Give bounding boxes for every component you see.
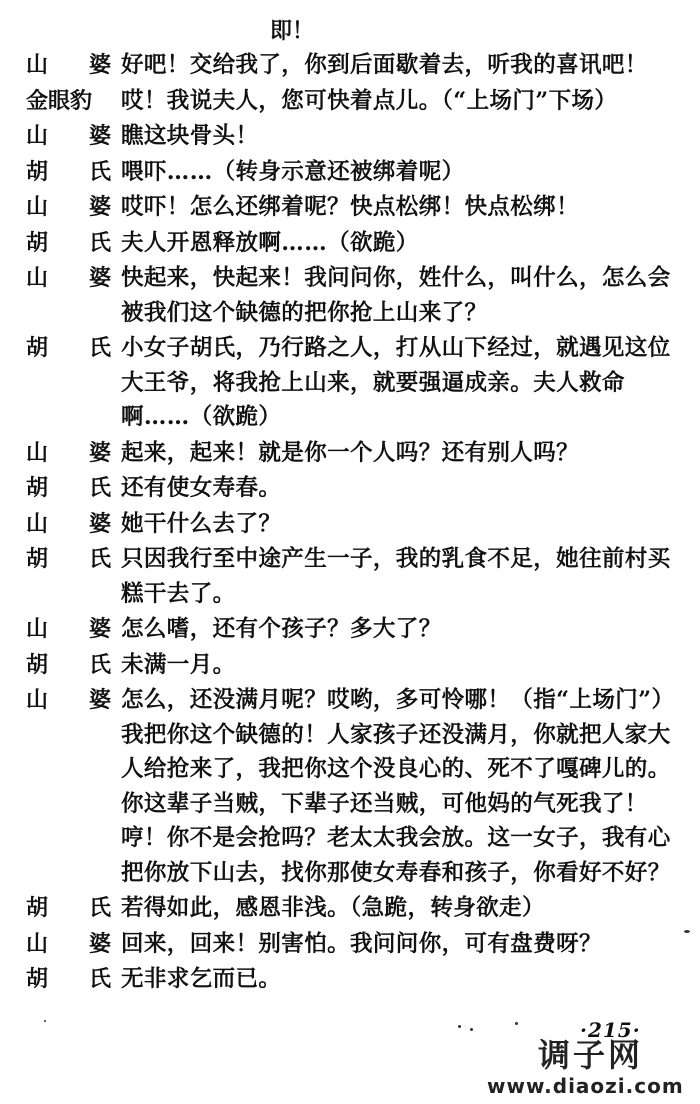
speaker-char: 婆 [88,52,111,78]
speech-text: 怎么，还没满月呢？哎哟，多可怜哪！（指“上场门”）我把你这个缺德的！人家孩子还没满月，你就把人家大人给抢来了，我把你这个没良心的、死不了嘎碑儿的。你这辈子当贼，下辈子还当贼，可他妈的气死我了！哼！你不是会抢吗？老太太我会放。这一女子，我有心把你放下山去，找你那使女寿春和孩子，你看好不好？ [121,687,675,886]
dialogue-line [26,331,686,435]
dialogue-line [26,48,686,83]
speaker-char: 胡 [26,158,49,185]
watermark-site-name: 调子网 [538,1036,644,1074]
speaker-char: 山 [26,687,49,713]
speaker-char: 山 [26,123,49,149]
dialogue-line [26,542,686,611]
dialogue-line [26,612,686,647]
speaker-char: 胡 [26,895,49,921]
speaker-char: 山 [26,930,49,957]
speech-text: 好吧！交给我了，你到后面歇着去，听我的喜讯吧！ [121,52,648,78]
speaker-char: 氏 [88,229,111,256]
dialogue-line [26,507,686,542]
page-number: ·215· [580,1018,641,1042]
speaker-char: 婆 [88,123,111,149]
speaker-name [26,226,121,260]
speech-text: 回来，回来！别害怕。我问问你，可有盘费呀？ [121,930,602,957]
dialogue-line [26,683,686,890]
speaker-name [26,542,121,576]
speaker-char: 金眼豹 [26,87,93,114]
dialogue-line [26,119,686,154]
speech-text: 哎吓！怎么还绑着呢？快点松绑！快点松绑！ [121,194,580,220]
speaker-name [26,331,121,365]
speaker-char: 氏 [88,895,111,921]
scan-speck [684,930,690,933]
speech-text: 只因我行至中途产生一子，我的乳食不足，她往前村买糕干去了。 [121,546,671,607]
speaker-name [26,648,121,682]
dialogue-line [26,927,686,962]
speaker-char: 婆 [88,265,111,291]
speech-text: 瞧这块骨头！ [121,123,259,149]
speech-text: 夫人开恩释放啊……（欲跪） [121,229,419,256]
scan-speck [515,1022,518,1025]
speaker-name [26,155,121,189]
dialogue-line [26,84,686,119]
speaker-char: 胡 [26,651,49,678]
speech-text: 未满一月。 [121,651,236,678]
speaker-char: 胡 [26,475,49,501]
speech-text: 起来，起来！就是你一个人吗？还有别人吗？ [121,439,580,466]
speech-text: 她干什么去了？ [121,510,282,537]
speaker-char: 氏 [88,966,111,992]
speaker-char: 胡 [26,229,49,256]
dialogue-line [26,648,686,683]
speech-text: 小女子胡氏，乃行路之人，打从山下经过，就遇见这位大王爷，将我抢上山来，就要强逼成亲。夫人救命啊……（欲跪） [121,335,671,430]
dialogue-line [26,261,686,330]
dialogue-line [26,471,686,506]
speaker-char: 山 [26,439,49,466]
speaker-name [26,84,121,118]
speaker-name [26,436,121,470]
speaker-char: 山 [26,616,49,642]
speaker-char: 婆 [88,510,111,537]
speaker-char: 氏 [88,335,111,361]
speaker-char: 胡 [26,546,49,572]
speaker-char: 山 [26,52,49,78]
speech-text: 怎么嗜，还有个孩子？多大了？ [121,616,442,642]
speaker-name [26,48,121,82]
speaker-name [26,261,121,295]
scan-speck [458,1025,461,1028]
scan-speck [44,1020,46,1022]
speaker-char: 氏 [88,546,111,572]
speech-text: 快起来，快起来！我问问你，姓什么，叫什么，怎么会被我们这个缺德的把你抢上山来了？ [121,265,671,326]
speaker-char: 婆 [88,616,111,642]
speaker-char: 山 [26,194,49,220]
speaker-char: 氏 [88,651,111,678]
speaker-char: 氏 [88,158,111,185]
speech-text: 无非求乞而已。 [121,966,282,992]
dialogue-line [26,891,686,926]
speaker-name [26,683,121,717]
speaker-char: 山 [26,510,49,537]
speaker-char: 氏 [88,475,111,501]
speaker-name [26,119,121,153]
dialogue-line [26,226,686,261]
speaker-name [26,891,121,925]
speech-text: 哎！我说夫人，您可快着点儿。（“上场门”下场） [121,87,618,114]
speaker-char: 山 [26,265,49,291]
speaker-char: 胡 [26,966,49,992]
script-dialogue [26,48,686,998]
speech-text: 喂吓……（转身示意还被绑着呢） [121,158,465,185]
speaker-char: 胡 [26,335,49,361]
speaker-char: 婆 [88,930,111,957]
speaker-name [26,927,121,961]
speaker-char: 婆 [88,687,111,713]
speech-text: 还有使女寿春。 [121,475,282,501]
speaker-name [26,190,121,224]
dialogue-line [26,190,686,225]
speaker-name [26,962,121,996]
scan-speck [470,1028,473,1031]
page-top-fragment: 即！ [270,18,315,44]
speech-text: 若得如此，感恩非浅。（急跪，转身欲走） [121,895,545,921]
speaker-name [26,507,121,541]
dialogue-line [26,962,686,997]
dialogue-line [26,155,686,190]
speaker-name [26,612,121,646]
speaker-char: 婆 [88,194,111,220]
speaker-char: 婆 [88,439,111,466]
speaker-name [26,471,121,505]
dialogue-line [26,436,686,471]
watermark-url: www.diaozi.com [487,1074,684,1098]
